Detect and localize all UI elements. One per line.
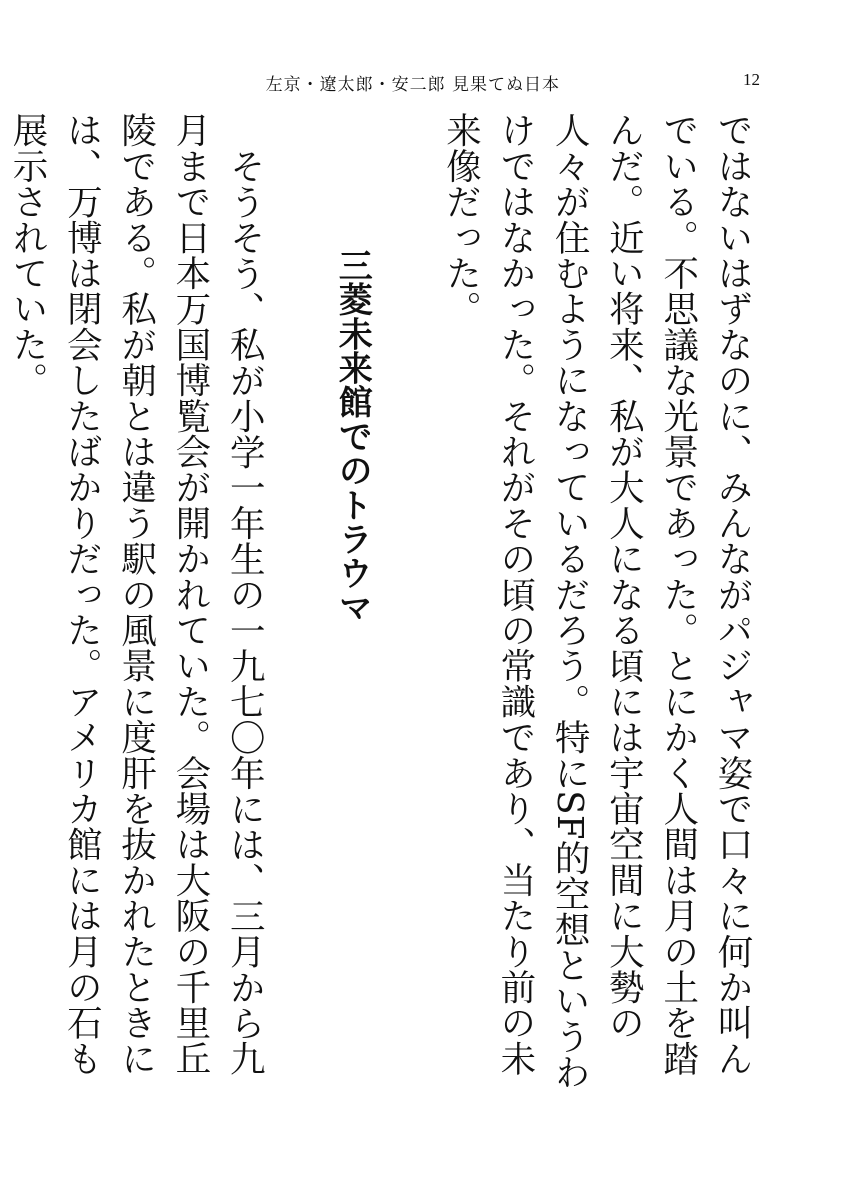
section-heading: 三菱未来館でのトラウマ [332,248,373,625]
paragraph-continued: ではないはずなのに、みんながパジャマ姿で口々に何か叫んでいる。不思議な光景であった。とにかく人間は月の土を踏んだ。近い将来、私が大人になる頃には宇宙空間に大勢の人々が住むようになっているだろう。特にSF的空想というわけではなかった。それがその頃の常識であり、当たり前の未来像だった。 [440,112,753,1090]
body-text [0,112,759,1102]
paragraph-expo: そうそう、私が小学一年生の一九七〇年には、三月から九月まで日本万国博覧会が開かれていた。会場は大阪の千里丘陵である。私が朝とは違う駅の風景に度肝を抜かれたときには、万博は閉会したばかりだった。アメリカ館には月の石も展示されていた。 [7,112,266,1076]
running-head-title: 左京・遼太郎・安二郎 見果てぬ日本 [265,75,560,95]
page-number: 12 [743,70,760,89]
